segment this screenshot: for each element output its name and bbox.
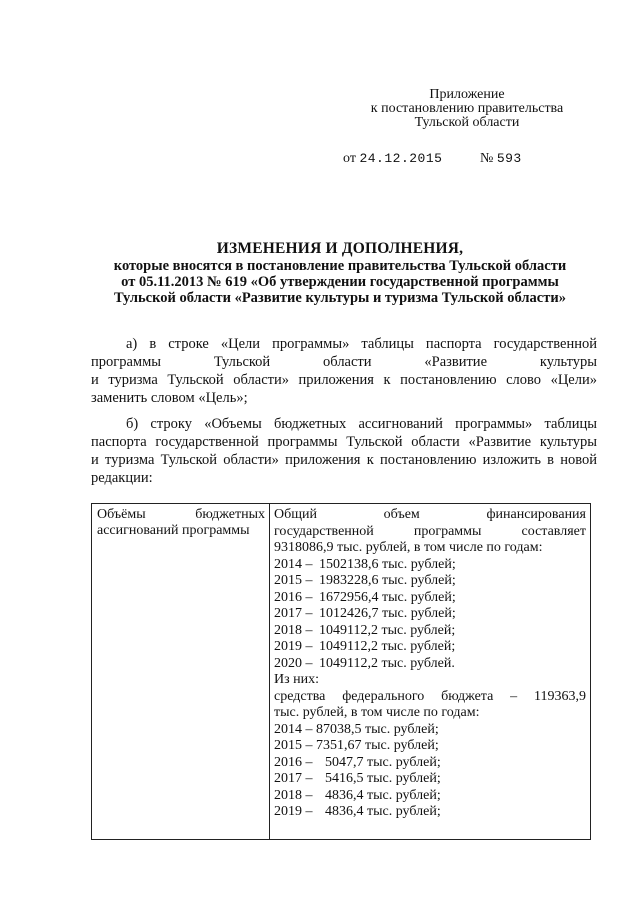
date-label: от <box>343 151 356 166</box>
federal-by-year-list <box>274 722 586 821</box>
year-label: 2014 – <box>274 721 313 737</box>
federal-year-row <box>274 788 586 805</box>
number-label: № <box>479 151 494 166</box>
federal-year-row <box>274 804 586 821</box>
date-value: 24.12.2015 <box>359 151 443 166</box>
appendix-header <box>352 88 582 130</box>
year-amount: 5416,5 тыс. рублей; <box>325 771 441 786</box>
year-amount: 1983228,6 тыс. рублей; <box>319 573 456 588</box>
year-label: 2020 – <box>274 655 313 671</box>
year-amount: 1012426,7 тыс. рублей; <box>319 606 456 621</box>
year-label: 2019 – <box>274 804 313 819</box>
total-year-row <box>274 656 586 673</box>
paragraph-b-line: редакции: <box>91 470 153 486</box>
total-intro-line: государственной программы составляет <box>274 523 586 539</box>
year-amount: 5047,7 тыс. рублей; <box>325 754 441 770</box>
year-amount: 1672956,4 тыс. рублей; <box>319 589 456 605</box>
year-amount: 1049112,2 тыс. рублей; <box>319 639 456 654</box>
year-amount: 4836,4 тыс. рублей; <box>325 804 441 819</box>
total-year-row <box>274 606 586 623</box>
total-year-row <box>274 557 586 574</box>
year-label: 2016 – <box>274 754 313 770</box>
document-date-number <box>343 151 522 167</box>
appendix-region: Тульской области <box>414 115 520 130</box>
total-by-year-list <box>274 557 586 673</box>
row-label-line: Объёмы бюджетных <box>97 507 265 522</box>
total-year-row <box>274 590 586 607</box>
federal-year-row <box>274 771 586 788</box>
year-label: 2018 – <box>274 622 313 638</box>
federal-intro-line: средства федерального бюджета – 119363,9 <box>274 688 586 704</box>
year-label: 2017 – <box>274 606 313 621</box>
paragraph-a-line: а) в строке «Цели программы» таблицы паспорта государственной <box>126 336 597 352</box>
title-line-1: ИЗМЕНЕНИЯ И ДОПОЛНЕНИЯ, <box>216 240 464 257</box>
total-year-row <box>274 573 586 590</box>
year-amount: 4836,4 тыс. рублей; <box>325 787 441 803</box>
total-intro-line: 9318086,9 тыс. рублей, в том числе по годам: <box>274 540 543 555</box>
appendix-resolution-ref: к постановлению правительства <box>370 101 564 116</box>
paragraph-b-line: б) строку «Объемы бюджетных ассигнований программы» таблицы <box>126 416 597 432</box>
total-intro-line: Общий объем финансирования <box>274 507 586 522</box>
year-amount: 87038,5 тыс. рублей; <box>316 721 439 737</box>
title-line-3: от 05.11.2013 № 619 «Об утверждении государственной программы <box>121 274 559 290</box>
of-them-label: Из них: <box>274 672 320 687</box>
year-label: 2018 – <box>274 787 313 803</box>
year-amount: 7351,67 тыс. рублей; <box>316 738 439 753</box>
year-label: 2019 – <box>274 639 313 654</box>
paragraph-b-line: паспорта государственной программы Тульской области «Развитие культуры <box>91 434 597 450</box>
title-line-2: которые вносятся в постановление правительства Тульской области <box>113 258 567 274</box>
federal-year-row <box>274 738 586 755</box>
total-year-row <box>274 623 586 640</box>
federal-year-row <box>274 722 586 739</box>
budget-allocations-table <box>91 503 591 840</box>
paragraph-b <box>91 415 597 487</box>
paragraph-a-line: заменить словом «Цель»; <box>91 390 248 406</box>
year-label: 2014 – <box>274 556 313 572</box>
table-row-value <box>274 507 586 821</box>
table-column-divider <box>269 504 270 839</box>
federal-intro-line: тыс. рублей, в том числе по годам: <box>274 705 480 720</box>
number-value: 593 <box>496 151 522 166</box>
year-label: 2016 – <box>274 589 313 605</box>
title-line-4: Тульской области «Развитие культуры и туризма Тульской области» <box>114 290 566 306</box>
paragraph-b-line: и туризма Тульской области» приложения к постановлению изложить в новой <box>91 452 597 468</box>
federal-year-row <box>274 755 586 772</box>
year-amount: 1502138,6 тыс. рублей; <box>319 556 456 572</box>
year-label: 2017 – <box>274 771 313 786</box>
year-label: 2015 – <box>274 738 313 753</box>
year-amount: 1049112,2 тыс. рублей. <box>319 655 455 671</box>
year-amount: 1049112,2 тыс. рублей; <box>319 622 456 638</box>
table-row-label <box>97 507 265 539</box>
paragraph-a <box>91 335 597 407</box>
paragraph-a-line: и туризма Тульской области» приложения к постановлению слово «Цели» <box>91 372 597 388</box>
total-year-row <box>274 639 586 656</box>
document-title <box>60 240 620 306</box>
year-label: 2015 – <box>274 573 313 588</box>
appendix-label: Приложение <box>429 87 505 102</box>
row-label-line: ассигнований программы <box>97 523 250 538</box>
paragraph-a-line: программы Тульской области «Развитие культуры <box>91 354 597 370</box>
document-body <box>91 335 597 487</box>
